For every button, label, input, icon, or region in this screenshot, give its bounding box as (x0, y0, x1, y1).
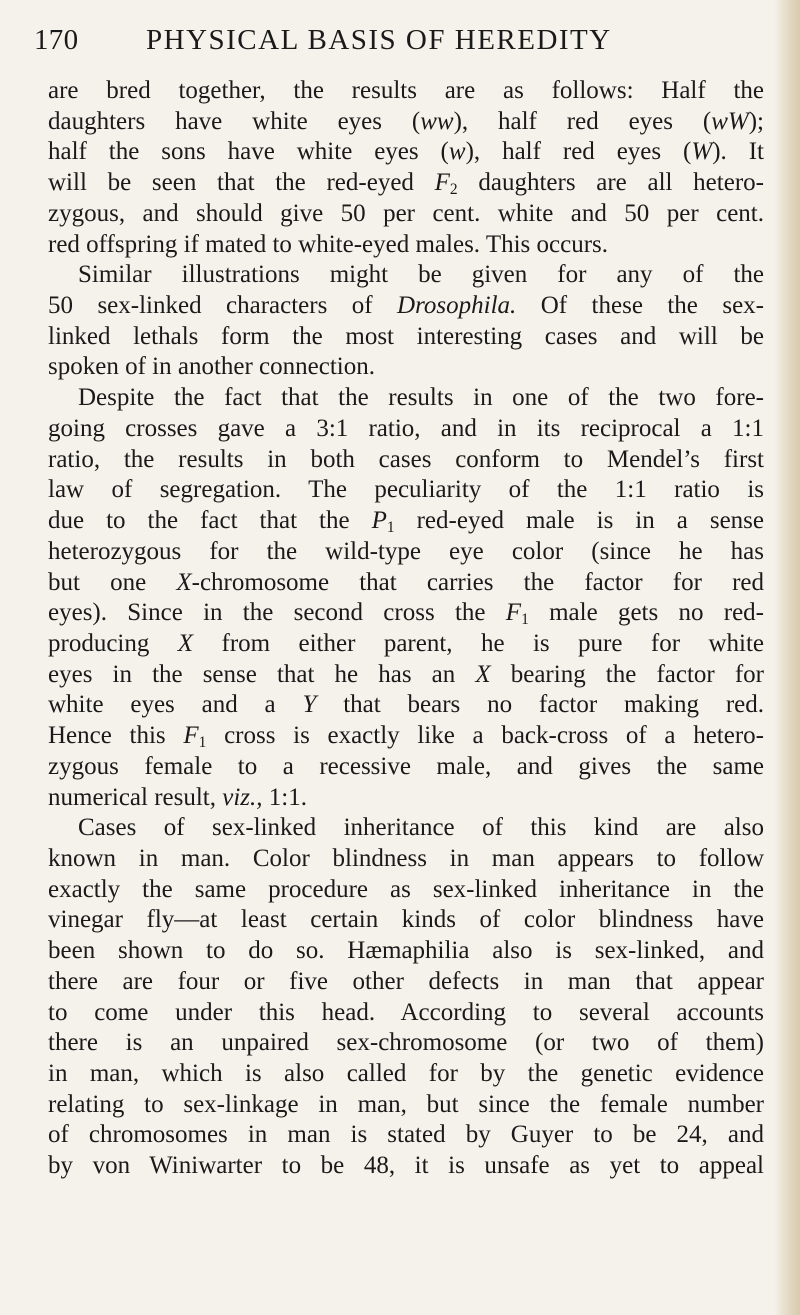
text-line: but one X-chromosome that carries the factor for red (48, 568, 764, 596)
text-line: of chromosomes in man is stated by Guyer to be 24, and (48, 1121, 764, 1149)
text-line: red offspring if mated to white-eyed males. This occurs. (48, 230, 609, 258)
text-line: to come under this head. According to several accounts (48, 998, 764, 1026)
page-number: 170 (34, 24, 79, 56)
text-line: going crosses gave a 3:1 ratio, and in its reciprocal a 1:1 (48, 414, 764, 442)
running-head: PHYSICAL BASIS OF HEREDITY (146, 24, 612, 56)
text-line: by von Winiwarter to be 48, it is unsafe as yet to appeal (48, 1152, 764, 1180)
text-line: are bred together, the results are as follows: Half the (48, 77, 764, 104)
text-line: will be seen that the red-eyed $F_2$ daughters are all hetero- (48, 169, 764, 199)
text-line: relating to sex-linkage in man, but since the female number (48, 1090, 764, 1118)
text-line: half the sons have white eyes (w), half red eyes (W). It (48, 138, 764, 166)
text-line: zygous, and should give 50 per cent. white and 50 per cent. (48, 199, 764, 227)
body-text (48, 76, 764, 1182)
text-line: been shown to do so. Hæmaphilia also is sex-linked, and (48, 937, 764, 965)
text-line: white eyes and a Y that bears no factor making red. (48, 691, 764, 719)
text-line: ratio, the results in both cases conform to Mendel’s first (48, 445, 764, 473)
text-line: heterozygous for the wild-type eye color (since he has (48, 537, 764, 565)
text-line: there are four or five other defects in man that appear (48, 967, 764, 995)
text-line: known in man. Color blindness in man appears to follow (48, 844, 764, 872)
text-line: eyes). Since in the second cross the $F_1$ male gets no red- (48, 599, 764, 629)
text-line: Despite the fact that the results in one of the two fore- (78, 384, 764, 412)
text-line: law of segregation. The peculiarity of the 1:1 ratio is (48, 476, 764, 504)
text-line: Similar illustrations might be given for any of the (78, 261, 764, 289)
text-line: 50 sex-linked characters of Drosophila. Of these the sex- (48, 292, 764, 320)
page-header (34, 20, 764, 60)
text-line: exactly the same procedure as sex-linked inheritance in the (48, 875, 764, 903)
text-line: eyes in the sense that he has an X bearing the factor for (48, 660, 764, 688)
text-line: there is an unpaired sex-chromosome (or two of them) (48, 1029, 764, 1057)
text-line: linked lethals form the most interesting cases and will be (48, 322, 764, 350)
text-line: spoken of in another connection. (48, 353, 375, 381)
text-line: due to the fact that the $P_1$ red-eyed male is in a sense (48, 507, 764, 536)
text-line: producing X from either parent, he is pure for white (48, 629, 764, 657)
text-line: in man, which is also called for by the genetic evidence (48, 1060, 764, 1087)
text-line: numerical result, viz., 1:1. (48, 783, 307, 811)
text-line: vinegar fly—at least certain kinds of color blindness have (48, 906, 764, 934)
text-line: Cases of sex-linked inheritance of this kind are also (78, 814, 764, 842)
text-line: daughters have white eyes (ww), half red eyes (wW); (48, 107, 764, 135)
text-line: zygous female to a recessive male, and gives the same (48, 752, 764, 780)
page-edge-shadow (774, 0, 800, 1315)
text-line: Hence this $F_1$ cross is exactly like a back-cross of a hetero- (48, 722, 764, 751)
